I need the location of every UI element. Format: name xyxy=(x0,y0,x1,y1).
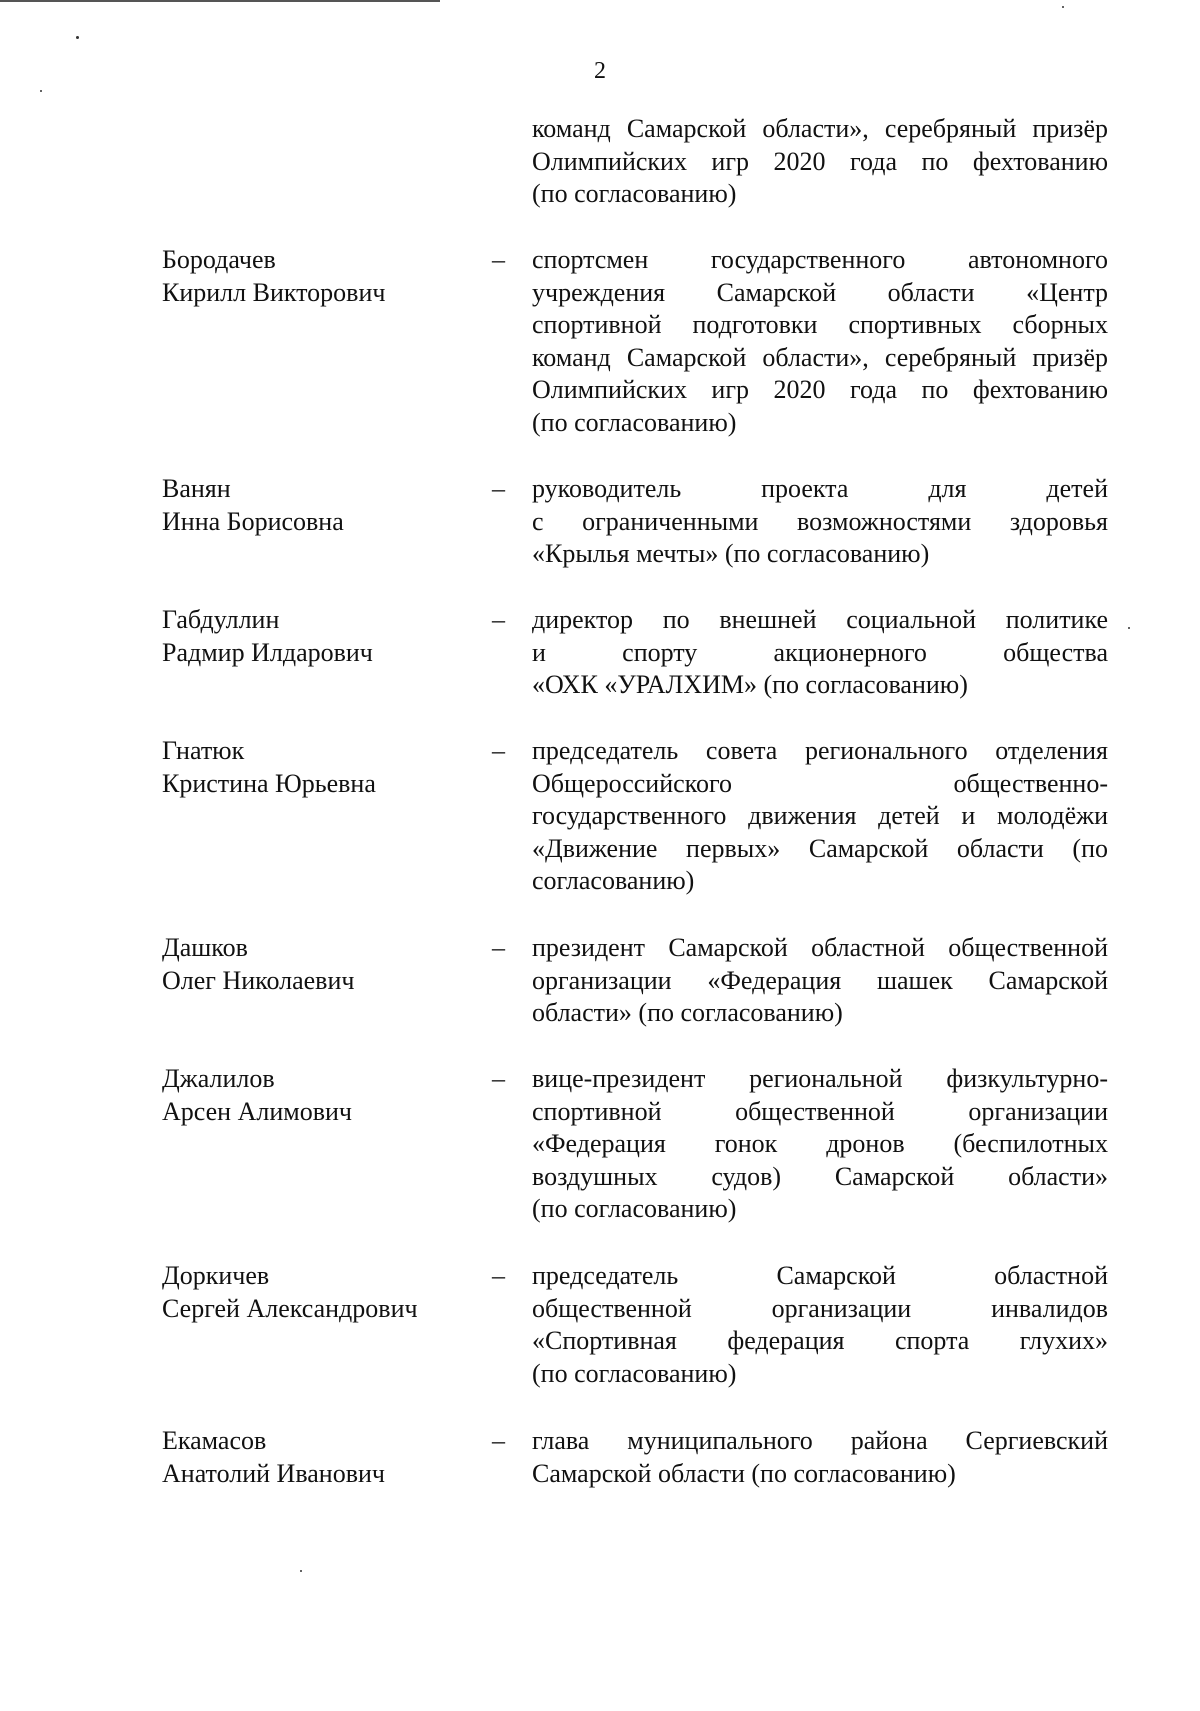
page-number: 2 xyxy=(594,58,606,84)
description-line: воздушных судов) Самарской области» xyxy=(532,1161,1108,1191)
entry-description xyxy=(532,932,1108,1030)
scan-speck xyxy=(76,36,79,39)
description-line: команд Самарской области», серебряный призёр xyxy=(532,342,1108,372)
dash-separator: – xyxy=(492,474,505,503)
entry-description xyxy=(532,735,1108,898)
member-given-names: Радмир Илдарович xyxy=(162,637,373,667)
member-given-names: Кристина Юрьевна xyxy=(162,768,376,798)
scan-speck xyxy=(1062,6,1064,8)
description-line: (по согласованию) xyxy=(532,407,737,437)
member-name xyxy=(162,604,472,669)
description-line: глава муниципального района Сергиевский xyxy=(532,1426,1108,1455)
description-line: и спорту акционерного общества xyxy=(532,637,1108,667)
description-line: учреждения Самарской области «Центр xyxy=(532,277,1108,307)
entry-description xyxy=(532,113,1108,211)
member-given-names: Арсен Алимович xyxy=(162,1096,352,1126)
member-given-names: Инна Борисовна xyxy=(162,506,344,536)
entry-description xyxy=(532,604,1108,702)
entry-description xyxy=(532,473,1108,571)
dash-separator: – xyxy=(492,1261,505,1290)
scan-speck xyxy=(1128,627,1130,629)
member-surname: Доркичев xyxy=(162,1261,270,1290)
member-given-names: Олег Николаевич xyxy=(162,965,355,995)
member-name xyxy=(162,1063,472,1128)
description-line: согласованию) xyxy=(532,866,695,895)
description-line: команд Самарской области», серебряный призёр xyxy=(532,114,1108,143)
entry-description xyxy=(532,1425,1108,1490)
member-given-names: Сергей Александрович xyxy=(162,1293,418,1323)
member-name xyxy=(162,1260,472,1325)
dash-separator: – xyxy=(492,736,505,765)
member-surname: Джалилов xyxy=(162,1064,275,1093)
scan-speck xyxy=(300,1570,302,1572)
description-line: области» (по согласованию) xyxy=(532,998,843,1027)
description-line: организации «Федерация шашек Самарской xyxy=(532,965,1108,995)
member-name xyxy=(162,244,472,309)
description-line: (по согласованию) xyxy=(532,1194,737,1223)
member-name xyxy=(162,1425,472,1490)
description-line: «Федерация гонок дронов (беспилотных xyxy=(532,1129,1108,1158)
dash-separator: – xyxy=(492,245,505,274)
member-surname: Бородачев xyxy=(162,245,276,274)
member-given-names: Кирилл Викторович xyxy=(162,277,386,307)
description-line: с ограниченными возможностями здоровья xyxy=(532,506,1108,536)
description-line: «ОХК «УРАЛХИМ» (по согласованию) xyxy=(532,670,968,699)
description-line: спортивной подготовки спортивных сборных xyxy=(532,310,1108,339)
entry-description xyxy=(532,1260,1108,1390)
description-line: спортсмен государственного автономного xyxy=(532,245,1108,274)
description-line: руководитель проекта для детей xyxy=(532,474,1108,503)
member-surname: Ванян xyxy=(162,474,231,503)
description-line: спортивной общественной организации xyxy=(532,1096,1108,1126)
description-line: президент Самарской областной общественной xyxy=(532,933,1108,962)
description-line: Олимпийских игр 2020 года по фехтованию xyxy=(532,375,1108,404)
member-surname: Габдуллин xyxy=(162,605,280,634)
dash-separator: – xyxy=(492,1064,505,1093)
dash-separator: – xyxy=(492,933,505,962)
member-surname: Гнатюк xyxy=(162,736,245,765)
description-line: государственного движения детей и молодёжи xyxy=(532,801,1108,830)
description-line: Общероссийского общественно- xyxy=(532,768,1108,798)
description-line: Самарской области (по согласованию) xyxy=(532,1458,956,1488)
dash-separator: – xyxy=(492,1426,505,1455)
description-line: Олимпийских игр 2020 года по фехтованию xyxy=(532,146,1108,176)
member-given-names: Анатолий Иванович xyxy=(162,1458,385,1488)
description-line: общественной организации инвалидов xyxy=(532,1293,1108,1323)
scan-speck xyxy=(40,90,42,92)
description-line: председатель Самарской областной xyxy=(532,1261,1108,1290)
description-line: председатель совета регионального отделения xyxy=(532,736,1108,765)
entry-description xyxy=(532,244,1108,439)
description-line: «Спортивная федерация спорта глухих» xyxy=(532,1326,1108,1355)
description-line: директор по внешней социальной политике xyxy=(532,605,1108,634)
member-surname: Екамасов xyxy=(162,1426,267,1455)
dash-separator: – xyxy=(492,605,505,634)
member-name xyxy=(162,473,472,538)
description-line: (по согласованию) xyxy=(532,179,737,208)
description-line: (по согласованию) xyxy=(532,1358,737,1388)
description-line: вице-президент региональной физкультурно- xyxy=(532,1064,1108,1093)
scan-edge-line xyxy=(0,0,440,2)
entry-description xyxy=(532,1063,1108,1226)
description-line: «Движение первых» Самарской области (по xyxy=(532,833,1108,863)
member-surname: Дашков xyxy=(162,933,248,962)
description-line: «Крылья мечты» (по согласованию) xyxy=(532,539,930,568)
member-name xyxy=(162,735,472,800)
member-name xyxy=(162,932,472,997)
